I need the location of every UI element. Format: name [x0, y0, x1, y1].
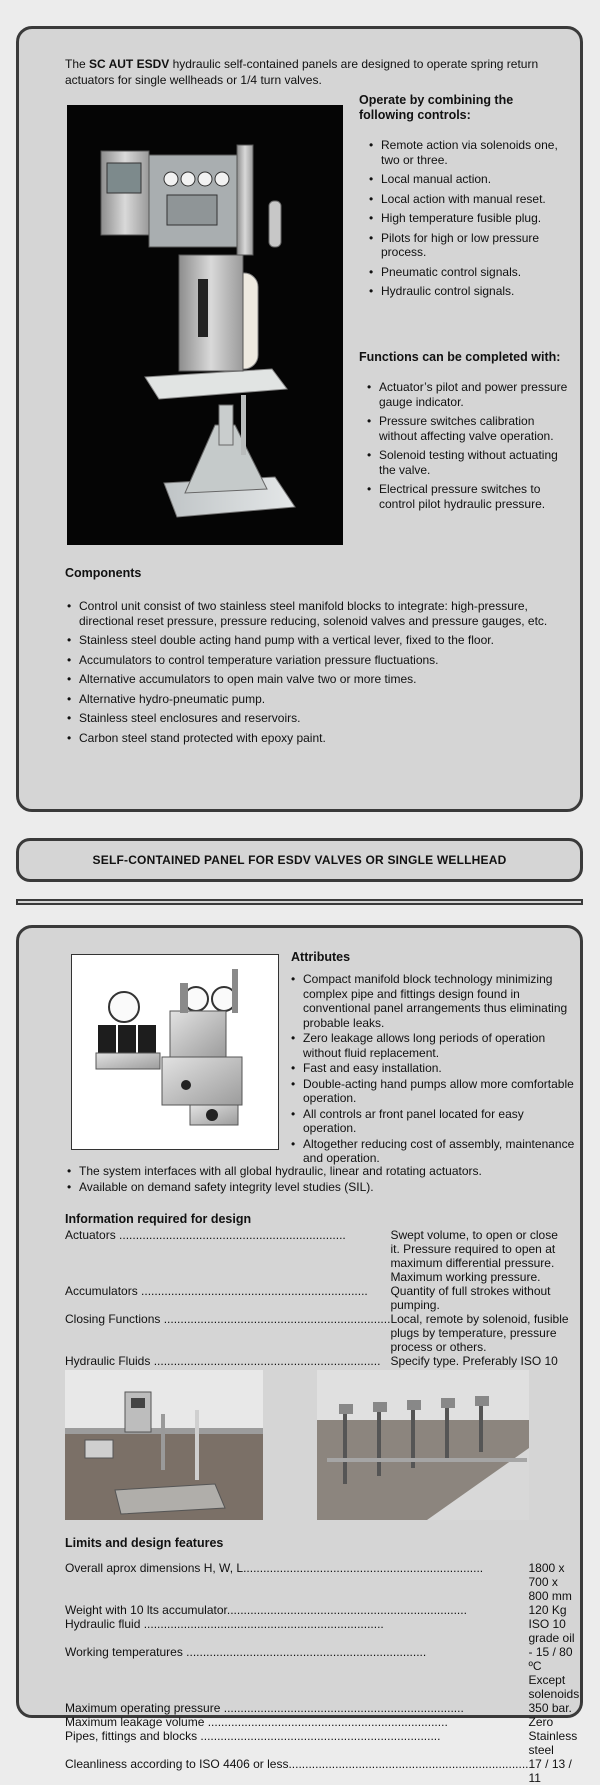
banner-title: SELF-CONTAINED PANEL FOR ESDV VALVES OR SINGLE WELLHEAD — [92, 853, 507, 867]
functions-list — [359, 380, 569, 511]
table-row: Closing Functions .................................................................... Local, remote by solenoid, fusible plugs by temperature, pressure process or others. — [65, 1312, 569, 1354]
list-item: • Pneumatic control signals. — [367, 265, 569, 280]
components-section — [65, 566, 570, 750]
list-item: • Accumulators to control temperature variation pressure fluctuations. — [65, 653, 570, 668]
attributes-title: Attributes — [291, 950, 351, 964]
attributes-extra-list — [65, 1164, 570, 1195]
list-item: • Actuator’s pilot and power pressure gauge indicator. — [365, 380, 569, 409]
table-row: Actuators .................................................................... Swept volume, to open or close it. Pressure required to open at maximum differential pressure. Maximum working pressure. — [65, 1228, 558, 1284]
list-item: • Carbon steel stand protected with epoxy paint. — [65, 731, 570, 746]
list-item: • Stainless steel double acting hand pump with a vertical lever, fixed to the floor. — [65, 633, 570, 648]
list-item: • Compact manifold block technology minimizing complex pipe and fittings design found in conventional panel arrangements thus eliminating probable leaks. — [289, 972, 577, 1030]
table-row: Working temperatures ........................................................................ - 15 / 80 ºC Except solenoids — [65, 1645, 580, 1701]
table-row: Weight with 10 lts accumulator........................................................................ 120 Kg — [65, 1603, 567, 1617]
list-item: • All controls ar front panel located for easy operation. — [289, 1107, 577, 1136]
esdv-panel-illustration — [67, 105, 343, 545]
list-item: • The system interfaces with all global hydraulic, linear and rotating actuators. — [65, 1164, 570, 1179]
list-item: • Alternative hydro-pneumatic pump. — [65, 692, 570, 707]
table-row: Hydraulic fluid ........................................................................ ISO 10 grade oil — [65, 1617, 575, 1645]
limits-section — [65, 1536, 580, 1785]
table-row: Maximum operating pressure ........................................................................ 350 bar. — [65, 1701, 572, 1715]
table-row: Cleanliness according to ISO 4406 or less........................................................................ 17 / 13 / 11 — [65, 1757, 572, 1785]
list-item: • High temperature fusible plug. — [367, 211, 569, 226]
field-install-photo-2 — [317, 1370, 529, 1520]
field-install-illustration-1 — [65, 1370, 263, 1520]
list-item: • Remote action via solenoids one, two or three. — [367, 138, 569, 167]
list-item: • Zero leakage allows long periods of operation without fluid replacement. — [289, 1031, 577, 1060]
table-row: Overall aprox dimensions H, W, L........................................................................ 1800 x 700 x 800 mm — [65, 1561, 572, 1603]
table-row: Maximum leakage volume ........................................................................ Zero — [65, 1715, 554, 1729]
field-install-photo-1 — [65, 1370, 263, 1520]
list-item: • Control unit consist of two stainless steel manifold blocks to integrate: high-pressure, directional reset pressure, pressure reducing, solenoid valves and pressure gauges, etc. — [65, 599, 570, 628]
table-row: Accumulators .................................................................... Quantity of full strokes without pumping. — [65, 1284, 551, 1312]
operate-list — [359, 138, 569, 299]
list-item: • Electrical pressure switches to control pilot hydraulic pressure. — [365, 482, 569, 511]
field-install-illustration-2 — [317, 1370, 529, 1520]
list-item: • Double-acting hand pumps allow more comfortable operation. — [289, 1077, 577, 1106]
attributes-section — [291, 950, 576, 965]
list-item: • Altogether reducing cost of assembly, maintenance and operation. — [289, 1137, 577, 1166]
specs-panel — [16, 925, 583, 1785]
esdv-panel-photo — [67, 105, 343, 545]
section-banner — [16, 838, 583, 882]
list-item: • Local action with manual reset. — [367, 192, 569, 207]
limits-table — [65, 1561, 579, 1785]
list-item: • Stainless steel enclosures and reservoirs. — [65, 711, 570, 726]
manifold-block-photo — [71, 954, 279, 1150]
list-item: • Solenoid testing without actuating the valve. — [365, 448, 569, 477]
product-name: SC AUT ESDV — [89, 57, 170, 71]
list-item: • Fast and easy installation. — [289, 1061, 577, 1076]
operate-title: Operate by combining the following controls: — [359, 93, 514, 122]
components-list — [65, 599, 570, 745]
list-item: • Local manual action. — [367, 172, 569, 187]
design-info-section — [65, 1212, 570, 1382]
intro-text: The SC AUT ESDV hydraulic self-contained panels are designed to operate spring return actuators for single wellheads or 1/4 turn valves. — [65, 57, 539, 87]
manifold-block-illustration — [72, 955, 278, 1149]
components-title: Components — [65, 566, 142, 580]
functions-title: Functions can be completed with: — [359, 350, 561, 364]
list-item: • Pilots for high or low pressure process. — [367, 231, 569, 260]
design-info-table — [65, 1228, 570, 1382]
design-info-title: Information required for design — [65, 1212, 252, 1226]
table-row: Pipes, fittings and blocks ........................................................................ Stainless steel — [65, 1729, 578, 1757]
attributes-list — [289, 972, 577, 1167]
limits-title: Limits and design features — [65, 1536, 224, 1550]
list-item: • Hydraulic control signals. — [367, 284, 569, 299]
product-panel — [16, 26, 583, 812]
operate-section — [359, 93, 569, 304]
table-row: Hydraulic Fluids .................................................................... Specify type. Preferably ISO 10 — [65, 1354, 558, 1368]
list-item: • Alternative accumulators to open main valve two or more times. — [65, 672, 570, 687]
list-item: • Available on demand safety integrity level studies (SIL). — [65, 1180, 570, 1195]
divider — [16, 899, 583, 905]
functions-section — [359, 350, 569, 516]
list-item: • Pressure switches calibration without affecting valve operation. — [365, 414, 569, 443]
